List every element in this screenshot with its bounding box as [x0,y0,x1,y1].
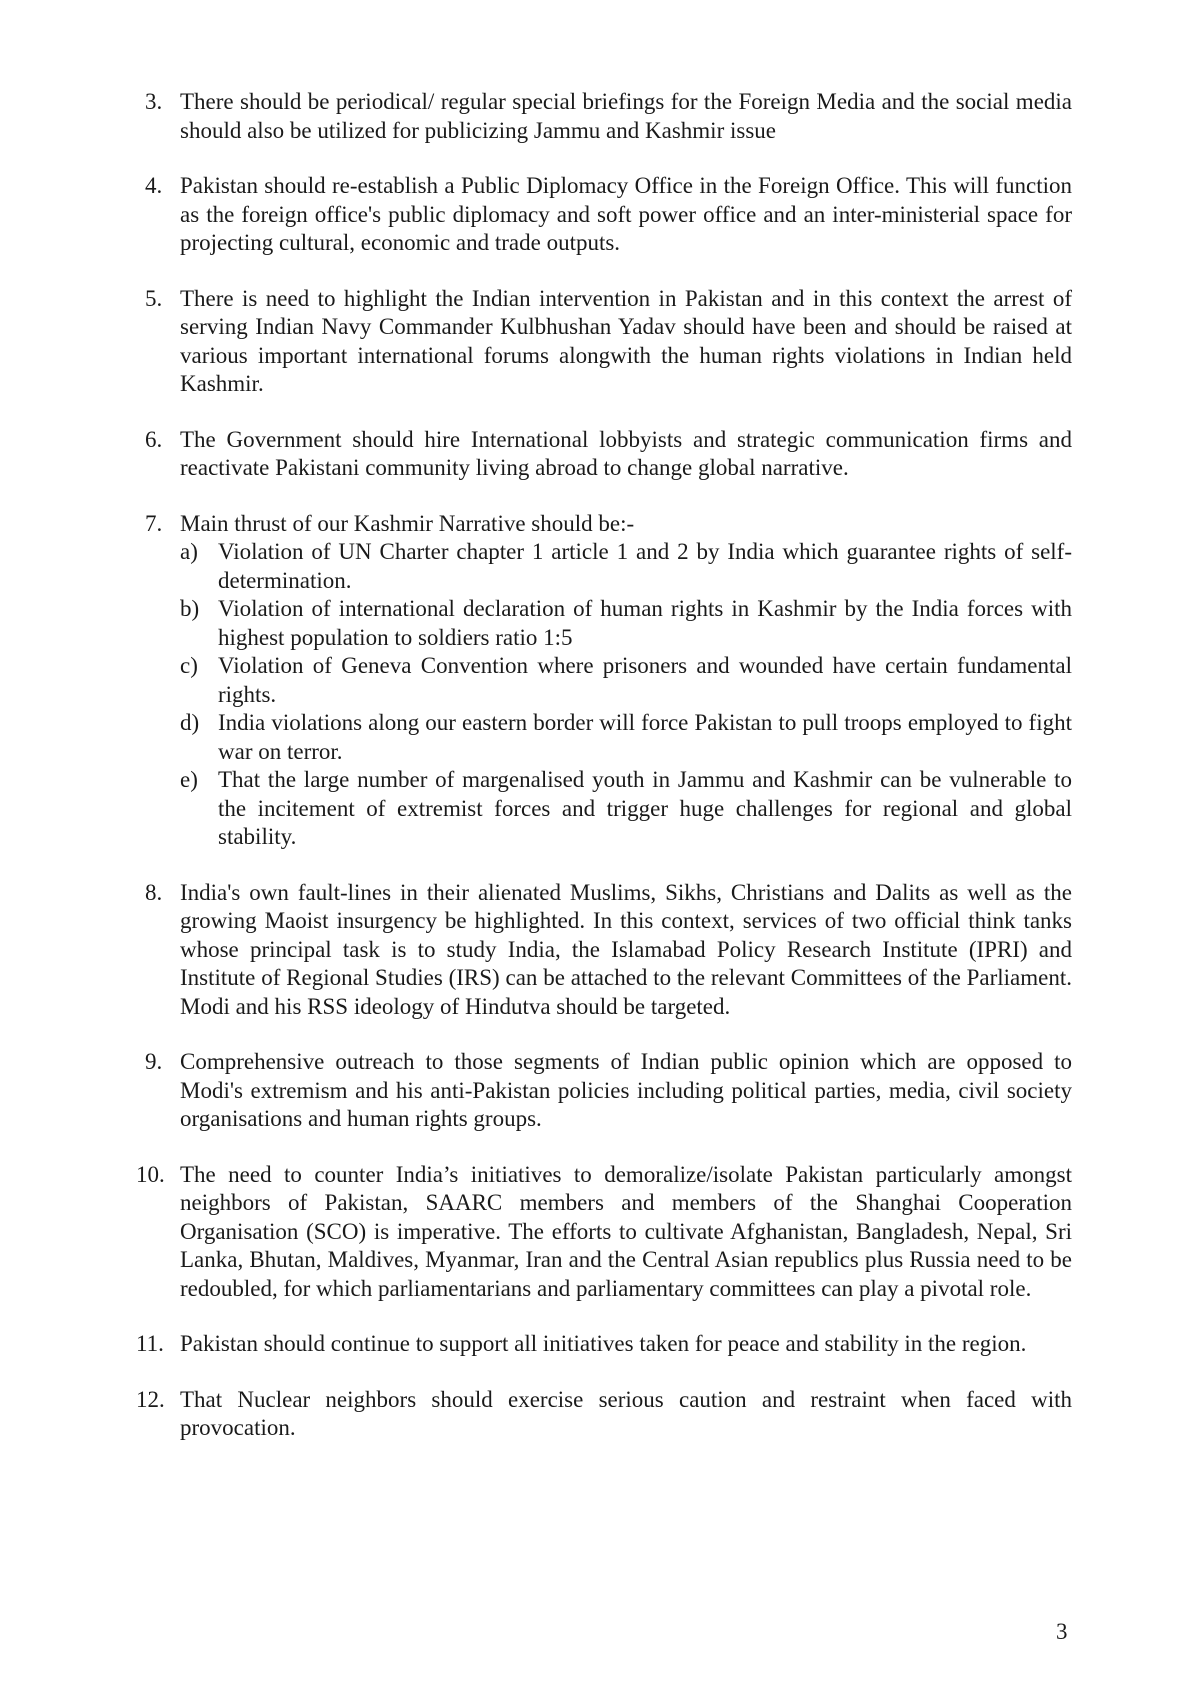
recommendations-list [136,88,1072,1470]
list-item-4 [145,172,1072,258]
item-number: 6. [145,426,163,452]
item-number: 12. [136,1386,165,1412]
sublist-item-e [180,766,1072,852]
sublist-item-a [180,538,1072,595]
list-item-5 [145,285,1072,399]
sub-text: Violation of UN Charter chapter 1 article 1 and 2 by India which guarantee rights of self-determination. [218,539,1072,593]
item-number: 8. [145,879,163,905]
page-number: 3 [1056,1619,1068,1644]
item-text: There should be periodical/ regular special briefings for the Foreign Media and the social media should also be utilized for publicizing Jammu and Kashmir issue [180,89,1072,143]
sub-letter: c) [180,653,198,678]
sub-text: That the large number of margenalised youth in Jammu and Kashmir can be vulnerable to the incitement of extremist forces and trigger huge challenges for regional and global stability. [218,767,1072,849]
sublist-item-b [180,595,1072,652]
item-text: Pakistan should re-establish a Public Diplomacy Office in the Foreign Office. This will function as the foreign office's public diplomacy and soft power office and an inter-ministerial space for projecting cultural, economic and trade outputs. [180,173,1072,255]
sub-text: Violation of Geneva Convention where prisoners and wounded have certain fundamental rights. [218,653,1072,707]
list-item-9 [145,1048,1072,1134]
item-number: 7. [145,510,163,536]
item-text: The need to counter India’s initiatives to demoralize/isolate Pakistan particularly amongst neighbors of Pakistan, SAARC members and members of the Shanghai Cooperation Organisation (SCO) is imperative. The efforts to cultivate Afghanistan, Bangladesh, Nepal, Sri Lanka, Bhutan, Maldives, Myanmar, Iran and the Central Asian republics plus Russia need to be redoubled, for which parliamentarians and parliamentary committees can play a pivotal role. [180,1161,1072,1301]
item-text: India's own fault-lines in their alienated Muslims, Sikhs, Christians and Dalits as well as the growing Maoist insurgency be highlighted. In this context, services of two official think tanks whose principal task is to study India, the Islamabad Policy Research Institute (IPRI) and Institute of Regional Studies (IRS) can be attached to the relevant Committees of the Parliament. Modi and his RSS ideology of Hindutva should be targeted. [180,879,1072,1019]
list-item-11 [136,1330,1072,1359]
item-text: The Government should hire International lobbyists and strategic communication firms and reactivate Pakistani community living abroad to change global narrative. [180,426,1072,480]
list-item-7 [145,510,1072,852]
item-text: That Nuclear neighbors should exercise serious caution and restraint when faced with provocation. [180,1386,1072,1440]
item-number: 5. [145,285,163,311]
sub-letter: e) [180,767,198,792]
list-item-6 [145,426,1072,483]
sub-letter: b) [180,596,200,621]
item-number: 3. [145,89,163,114]
item-text: There is need to highlight the Indian intervention in Pakistan and in this context the arrest of serving Indian Navy Commander Kulbhushan Yadav should have been and should be raised at various important international forums alongwith the human rights violations in Indian held Kashmir. [180,285,1072,396]
item-number: 9. [145,1049,163,1074]
list-item-12 [136,1386,1072,1443]
list-item-3 [145,88,1072,145]
item-text: Pakistan should continue to support all initiatives taken for peace and stability in the region. [180,1331,1027,1356]
item-number: 11. [136,1331,164,1356]
sublist-item-d [180,709,1072,766]
item-text: Main thrust of our Kashmir Narrative should be:- [180,510,635,536]
sublist-item-c [180,652,1072,709]
sub-text: Violation of international declaration of human rights in Kashmir by the India forces with highest population to soldiers ratio 1:5 [218,596,1072,650]
item-text: Comprehensive outreach to those segments of Indian public opinion which are opposed to Modi's extremism and his anti-Pakistan policies including political parties, media, civil society organisations and human rights groups. [180,1049,1072,1131]
list-item-10 [136,1161,1072,1304]
sub-letter: a) [180,539,198,564]
sub-text: India violations along our eastern border will force Pakistan to pull troops employed to fight war on terror. [218,710,1072,764]
item-number: 10. [136,1161,165,1187]
sub-letter: d) [180,710,200,735]
item-number: 4. [145,173,163,198]
list-item-8 [145,879,1072,1022]
narrative-sublist [180,538,1072,852]
